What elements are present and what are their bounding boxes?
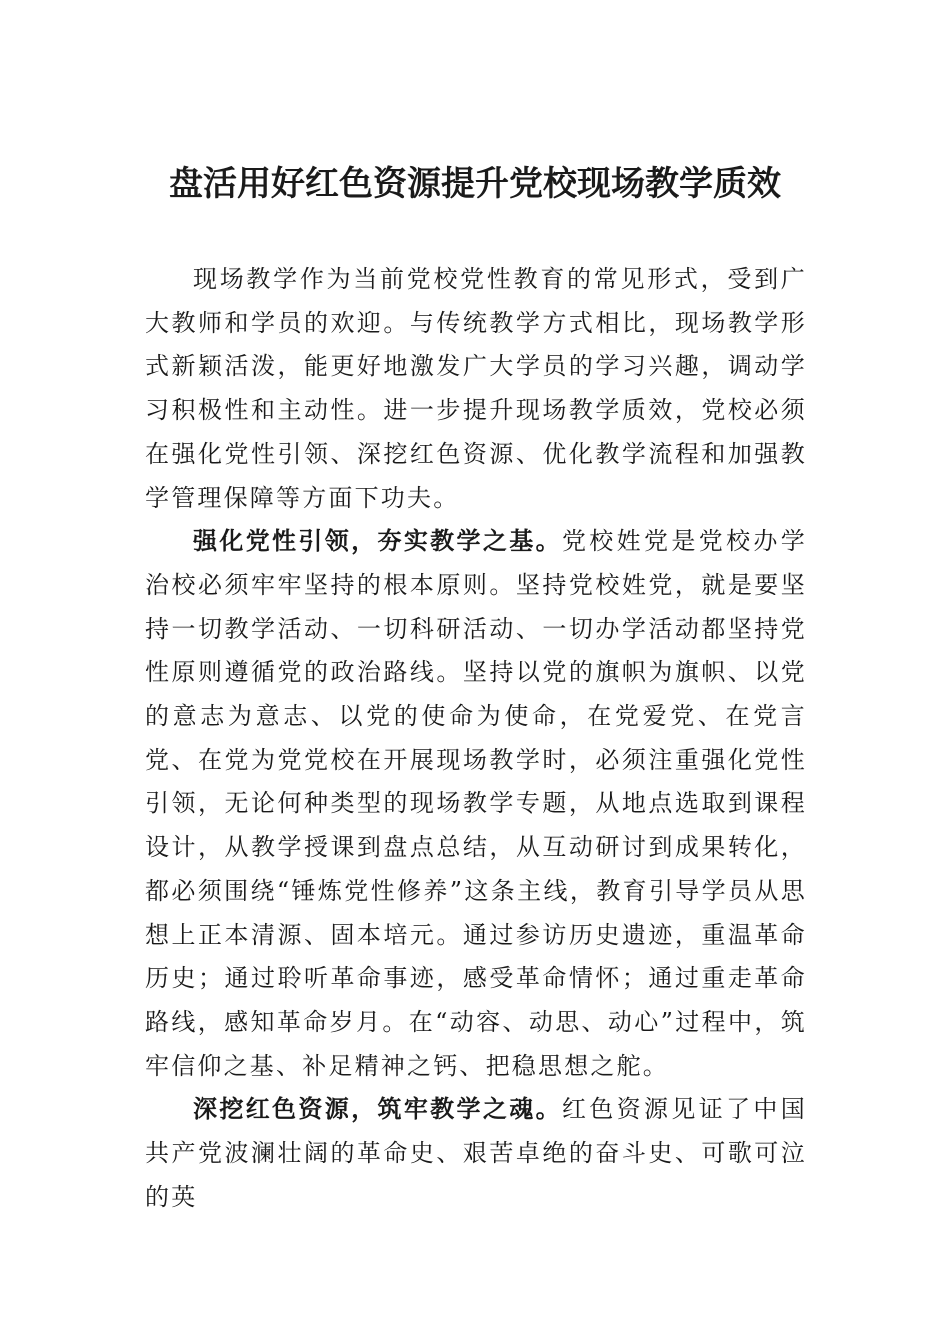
paragraph-text: 党校姓党是党校办学治校必须牢牢坚持的根本原则。坚持党校姓党，就是要坚持一切教学活动、一切科研活动、一切办学活动都坚持党性原则遵循党的政治路线。坚持以党的旗帜为旗帜、以党的意志为意志、以党的使命为使命，在党爱党、在党言党、在党为党党校在开展现场教学时，必须注重强化党性引领，无论何种类型的现场教学专题，从地点选取到课程设计，从教学授课到盘点总结，从互动研讨到成果转化，都必须围绕“锤炼党性修养”这条主线，教育引导学员从思想上正本清源、固本培元。通过参访历史遗迹，重温革命历史；通过聆听革命事迹，感受革命情怀；通过重走革命路线，感知革命岁月。在“动容、动思、动心”过程中，筑牢信仰之基、补足精神之钙、把稳思想之舵。 (145, 527, 807, 1080)
document-title: 盘活用好红色资源提升党校现场教学质效 (169, 164, 781, 204)
paragraph-red-resources (145, 1088, 807, 1219)
paragraph-text: 红色资源见证了中国共产党波澜壮阔的革命史、艰苦卓绝的奋斗史、可歌可泣的英 (145, 1095, 807, 1211)
document-body (145, 258, 807, 1219)
paragraph-intro (145, 258, 807, 520)
paragraph-lead: 强化党性引领，夯实教学之基。 (193, 527, 562, 556)
paragraph-party-guidance (145, 520, 807, 1088)
paragraph-text: 现场教学作为当前党校党性教育的常见形式，受到广大教师和学员的欢迎。与传统教学方式相比，现场教学形式新颖活泼，能更好地激发广大学员的学习兴趣，调动学习积极性和主动性。进一步提升现场教学质效，党校必须在强化党性引领、深挖红色资源、优化教学流程和加强教学管理保障等方面下功夫。 (145, 265, 807, 512)
paragraph-lead: 深挖红色资源，筑牢教学之魂。 (193, 1095, 562, 1124)
